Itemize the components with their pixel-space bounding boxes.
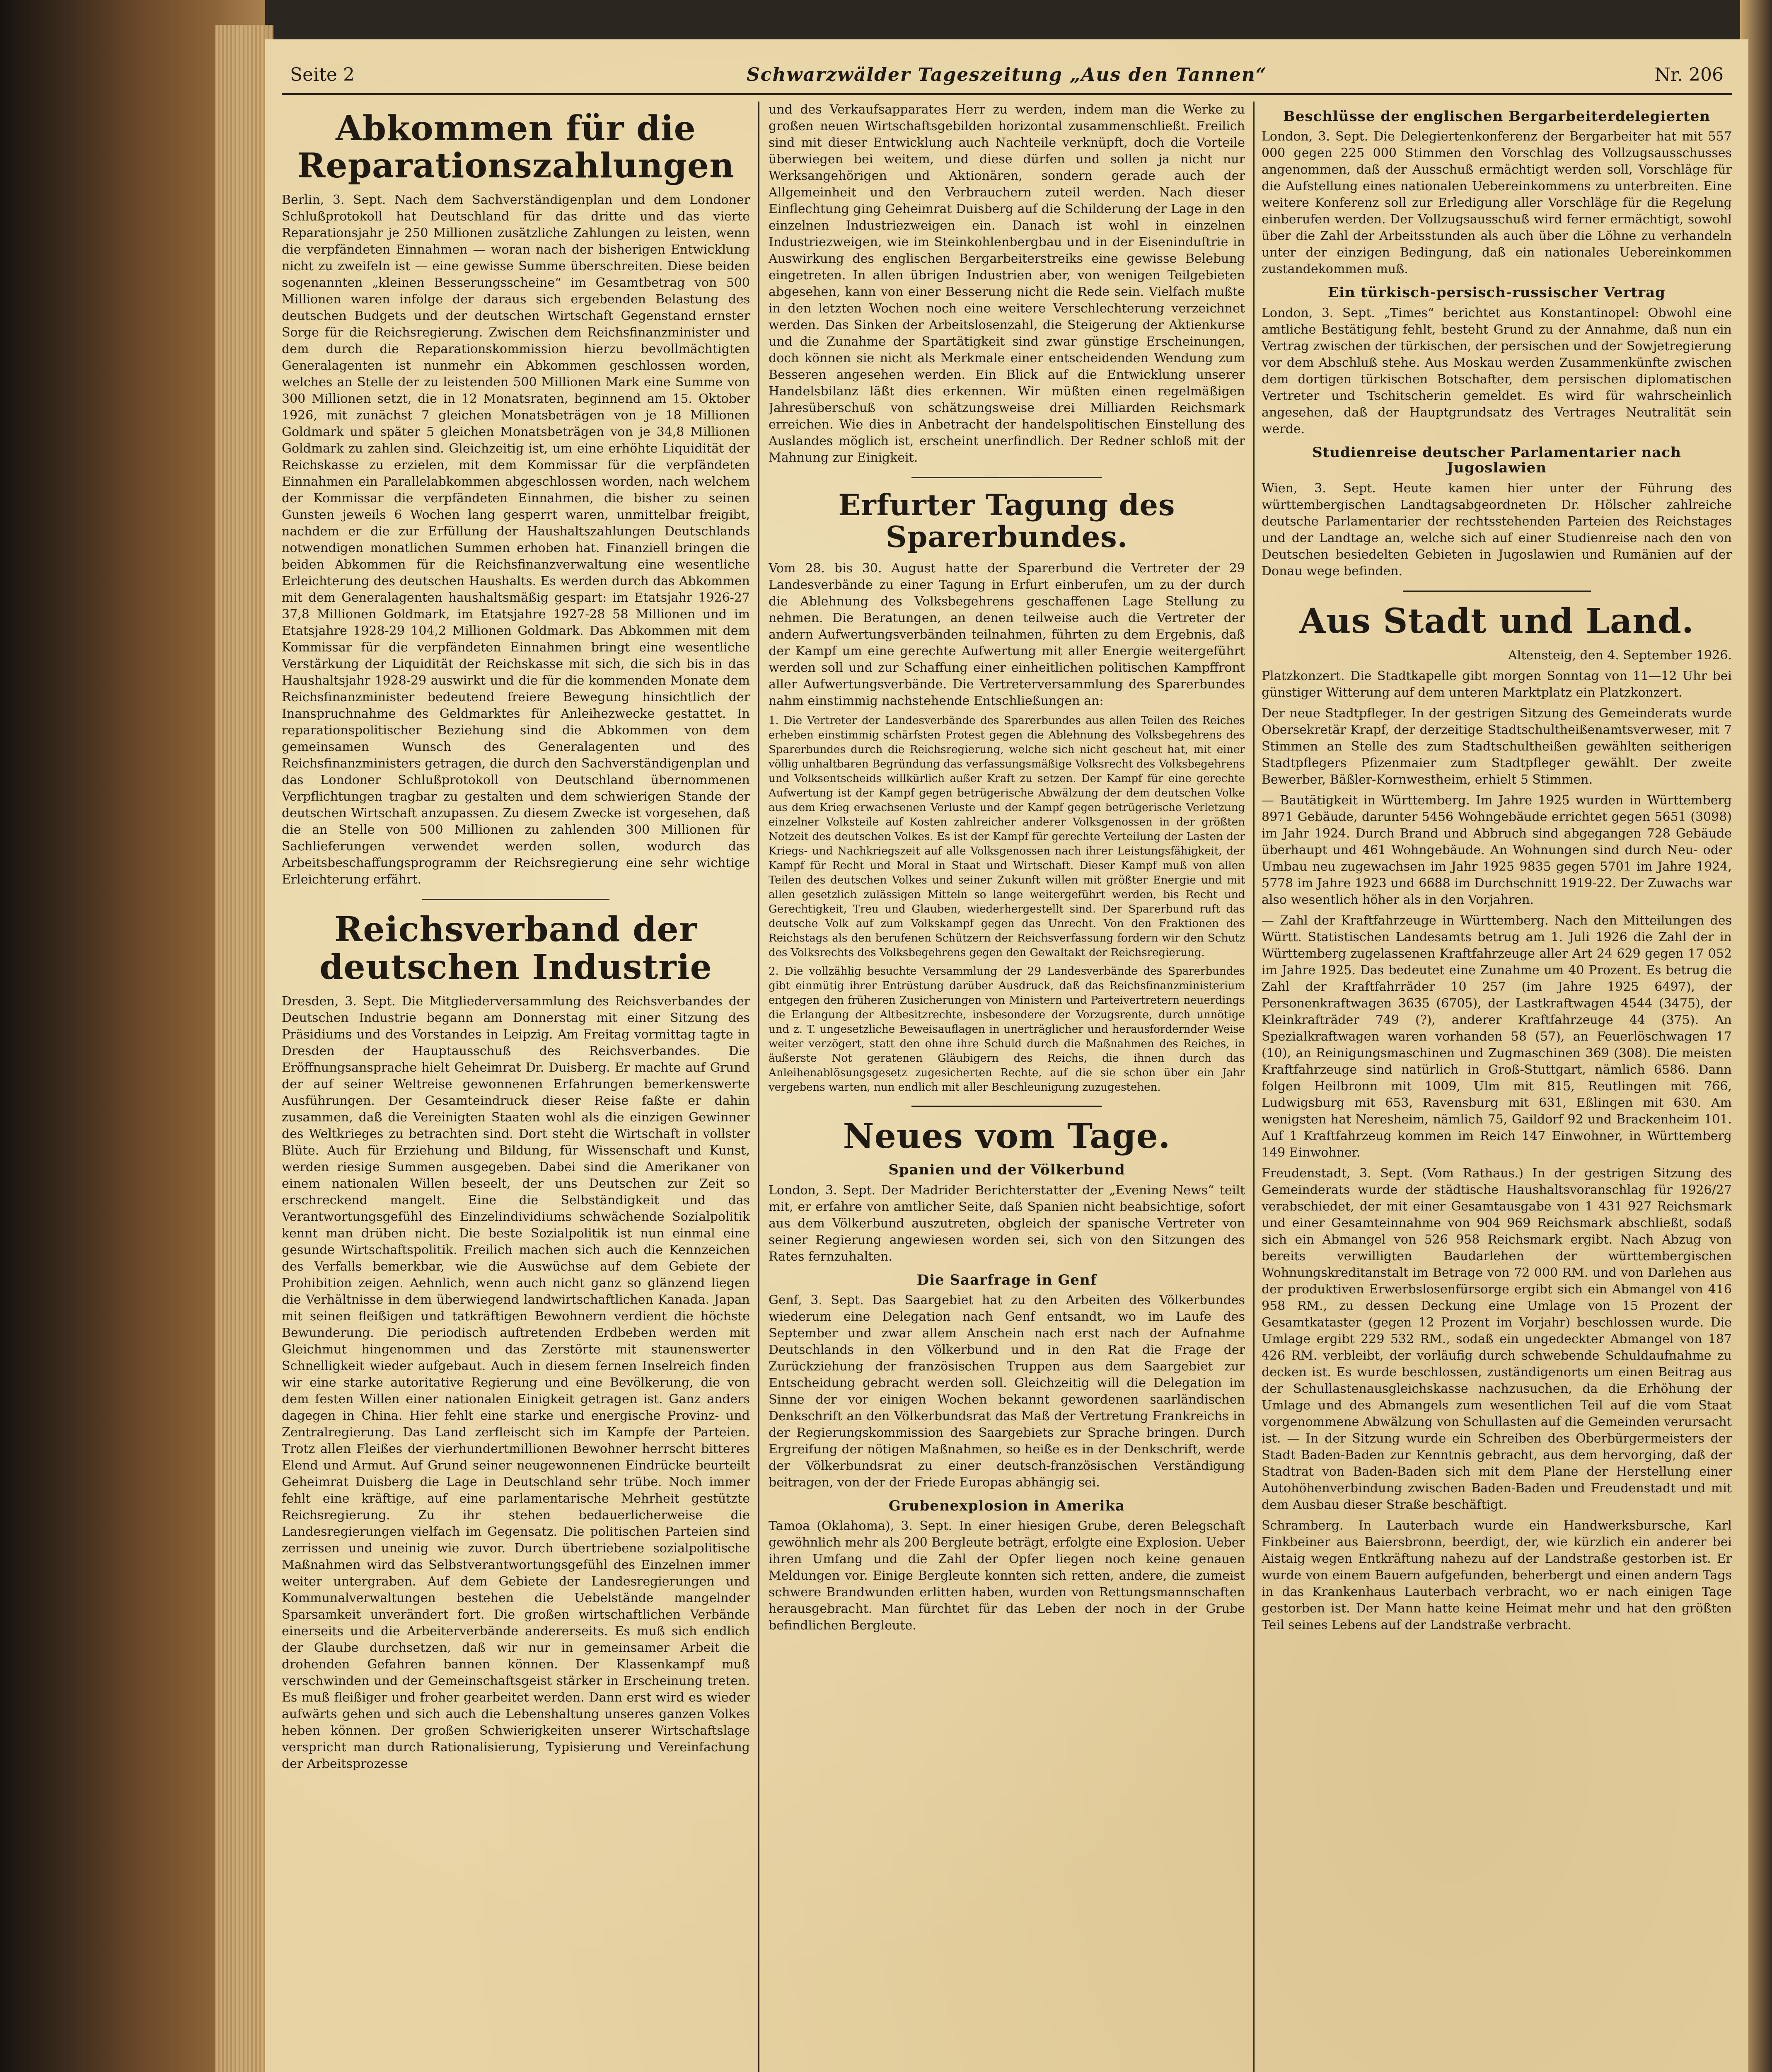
local-item: Schramberg. In Lauterbach wurde ein Handwerksbursche, Karl Finkbeiner aus Baiersbronn, beerdigt, der, wie kürzlich ein anderer bei Aistaig wegen Entkräftung nahezu auf der Landstraße gestorben ist. Er wurde von einem Bauern aufgefunden, beherbergt und einen andern Tags in das Krankenhaus Lauterbach verbracht, wo er nach einigen Tage gestorben ist. Der Mann hatte keine Heimat mehr und hat den größten Teil seines Lebens auf der Landstraße verbracht. (1262, 1518, 1732, 1632)
news-item: Genf, 3. Sept. Das Saargebiet hat zu den Arbeiten des Völkerbundes wiederum eine Delegation nach Genf entsandt, wo im Laufe des September und zwar allem Anschein nach erst nach der Aufnahme Deutschlands in den Völkerbund und in den Rat die Frage der Zurückziehung der französischen Truppen aus dem Saargebiet zur Entscheidung gebracht werden soll. Gleichzeitig will die Delegation im Sinne der vor einigen Wochen bekannt gewordenen saarländischen Denkschrift an den Völkerbundsrat das Maß der Vertretung Frankreichs in der Regierungskommission des Saargebiets zur Sprache bringen. Durch Ergreifung der nötigen Maßnahmen, so heiße es in der Denkschrift, werde der Völkerbundsrat zu einer deutsch-französischen Verständigung beitragen, von der der Friede Europas abhängig sei. (769, 1293, 1245, 1490)
article-divider (911, 477, 1102, 478)
local-item: — Bautätigkeit in Württemberg. Im Jahre 1925 wurden in Württemberg 8971 Gebäude, darunter 5456 Wohngebäude errichtet gegen 5651 (3098) im Jahr 1924. Durch Brand und Abbruch sind abgegangen 728 Gebäude überhaupt und 461 Wohngebäude. An Wohnungen sind durch Neu- oder Umbau neu zugewachsen im Jahr 1925 9835 gegen 5701 im Jahre 1924, 5778 im Jahre 1923 und 6688 im Durchschnitt 1919-22. Der Zuwachs war also wesentlich höher als in den Vorjahren. (1262, 793, 1732, 907)
article-divider (422, 899, 609, 900)
article-body: Berlin, 3. Sept. Nach dem Sachverständigenplan und dem Londoner Schlußprotokoll hat Deutschland für das dritte und das vierte Reparationsjahr je 250 Millionen zusätzliche Zahlungen zu leisten, wenn die verpfändeten Einnahmen — woran nach der bisherigen Entwicklung nicht zu zweifeln ist — eine gewisse Summe überschreiten. Diese beiden sogenannten „kleinen Besserungsscheine“ im Gesamtbetrag von 500 Millionen waren infolge der daraus sich ergebenden Belastung des deutschen Budgets und der deutschen Wirtschaft Gegenstand ernster Sorge für die Reichsregierung. Zwischen dem Reichsfinanzminister und dem durch die Reparationskommission hierzu bevollmächtigten Generalagenten ist nunmehr ein Abkommen geschlossen worden, welches an Stelle der zu leistenden 500 Millionen Mark eine Summe von 300 Millionen setzt, die in 12 Monatsraten, beginnend am 15. Oktober 1926, mit zunächst 7 gleichen Monatsbeträgen von je 18 Millionen Goldmark und später 5 gleichen Monatsbeträgen von je 34,8 Millionen Goldmark zu zahlen sind. Gleichzeitig ist, um eine erhöhte Liquidität der Reichskasse zu erzielen, mit dem Kommissar für die verpfändeten Einnahmen ein Parallelabkommen abgeschlossen worden, nach welchem der Kommissar die verpfändeten Einnahmen, die bisher zu seinen Gunsten jeweils 6 Wochen lang gesperrt waren, unmittelbar freigibt, nachdem er die zur Erfüllung der Haushaltszahlungen Deutschlands notwendigen monatlichen Summen erhoben hat. Finanziell bringen die beiden Abkommen für die Reichsfinanzverwaltung eine wesentliche Erleichterung des deutschen Haushalts. Es werden durch das Abkommen mit dem Generalagenten haushaltsmäßig gespart: im Etatsjahr 1926-27 37,8 Millionen Goldmark, im Etatsjahre 1927-28 58 Millionen und im Etatsjahre 1928-29 104,2 Millionen Goldmark. Das Abkommen mit dem Kommissar für die verpfändeten Einnahmen bringt eine wesentliche Verstärkung der Liquidität der Reichskasse mit sich, die sich bis in das Haushaltsjahr 1928-29 auswirkt und die für die kommenden Monate dem Reichsfinanzminister bedeutend freiere Bewegung hinsichtlich der Inanspruchnahme des Geldmarktes für Anleihezwecke gestattet. In reparationspolitischer Beziehung sind die Abkommen von dem gemeinsamen Wunsch des Generalagenten und des Reichsfinanzministers getragen, die durch den Sachverständigenplan und das Londoner Schlußprotokoll von Deutschland übernommenen Verpflichtungen tragbar zu gestalten und dem schwierigen Stande der deutschen Wirtschaft anzupassen. Zu diesem Zwecke ist vorgesehen, daß die an Stelle von 500 Millionen zu zahlenden 300 Millionen für Sachlieferungen verwendet werden sollen, wodurch das Arbeitsbeschaffungsprogramm der Reichsregierung eine sehr wichtige Erleichterung erfährt. (282, 193, 750, 887)
news-subheading: Grubenexplosion in Amerika (888, 1497, 1125, 1514)
article-continuation: und des Verkaufsapparates Herr zu werden, indem man die Werke zu großen neuen Wirtschaftsgebilden horizontal zusammenschließt. Freilich sind mit dieser Entwicklung auch Nachteile verknüpft, doch die Vorteile überwiegen bei weitem, und diese dürfen und sollen ja nicht nur Werksangehörigen und Aktionären, sondern gerade auch der Allgemeinheit und den Verbrauchern zuteil werden. Nach dieser Einflechtung ging Geheimrat Duisberg auf die Schilderung der Lage in den einzelnen Industriezweigen ein. Danach ist wohl in einzelnen Industriezweigen, wie im Steinkohlenbergbau und in der Eiseninduſtrie in Auswirkung des englischen Bergarbeiterstreiks eine gewisse Belebung eingetreten. In allen übrigen Industrien aber, von wenigen Teilgebieten abgesehen, kann von einer Besserung nicht die Rede sein. Vielfach mußte in den letzten Wochen noch eine weitere Verschlechterung verzeichnet werden. Das Sinken der Arbeitslosenzahl, die Steigerung der Aktienkurse und die Zunahme der Spartätigkeit sind zwar günstige Erscheinungen, doch können sie nicht als Merkmale einer entscheidenden Wendung zum Besseren angesehen werden. Ein Blick auf die Entwicklung unserer Handelsbilanz läßt dies erkennen. Wir müßten einen regelmäßigen Jahresüberschuß von schätzungsweise drei Milliarden Reichsmark erreichen. Wie dies in Anbetracht der handelspolitischen Einstellung des Auslandes möglich ist, erscheint unerfindlich. Der Redner schloß mit der Mahnung zur Einigkeit. (769, 102, 1245, 465)
column-rule (1253, 102, 1255, 2072)
article-divider (1403, 591, 1591, 592)
news-item: London, 3. Sept. Die Delegiertenkonferenz der Bergarbeiter hat mit 557 000 gegen 225 000 Stimmen den Vorschlag des Vollzugsausschusses angenommen, daß der Ausschuß ermächtigt werden soll, Vorschläge für die Aufstellung eines nationalen Uebereinkommens zu unterbreiten. Eine weitere Konferenz soll zur Erledigung aller Vorschläge für die Regelung einberufen werden. Der Vollzugsausschuß wird ferner ermächtigt, sowohl über die Zahl der Arbeitsstunden als auch über die Löhne zu verhandeln unter der einzigen Bedingung, daß ein nationales Uebereinkommen zustandekommen muß. (1262, 129, 1732, 277)
page-header (282, 56, 1732, 95)
resolution-text: 2. Die vollzählig besuchte Versammlung der 29 Landesverbände des Sparerbundes gibt einmütig ihrer Entrüstung darüber Ausdruck, daß das Reichsfinanzministerium entgegen den früheren Zusicherungen von Ministern und Parteivertretern neuerdings die Erlangung der Altbesitzrechte, insbesondere der Vorzugsrente, durch unnötige und z. T. ungesetzliche Beweisauflagen in unerträglicher und herausfordernder Weise weiter verzögert, statt den ohne ihre Schuld durch die Maßnahmen des Reiches, in äußerste Not geratenen Gläubigern des Reichs, die ihnen durch das Anleihenablösungsgesetz zugesicherten Rechte, auf die sie schon über ein Jahr vergebens warten, nun endlich mit aller Beschleunigung zuzugestehen. (769, 965, 1245, 1094)
news-subheading: Beschlüsse der englischen Bergarbeiterdelegierten (1283, 108, 1710, 125)
news-subheading: Die Saarfrage in Genf (916, 1271, 1097, 1288)
article-headline: Reichsverband der deutschen Industrie (319, 910, 712, 987)
page-edges (215, 25, 273, 2072)
local-item: Platzkonzert. Die Stadtkapelle gibt morgen Sonntag von 11—12 Uhr bei günstiger Witterung auf dem unteren Marktplatz ein Platzkonzert. (1262, 668, 1732, 700)
news-subheading: Studienreise deutscher Parlamentarier nach Jugoslawien (1312, 444, 1681, 477)
news-item: Tamoa (Oklahoma), 3. Sept. In einer hiesigen Grube, deren Belegschaft gewöhnlich mehr als 200 Bergleute beträgt, erfolgte eine Explosion. Ueber ihren Umfang und die Zahl der Opfer liegen noch keine genauen Meldungen vor. Einige Bergleute konnten sich retten, andere, die zumeist schwere Brandwunden erlitten haben, wurden von Rettungsmannschaften herausgebracht. Man fürchtet für das Leben der noch in der Grube befindlichen Bergleute. (769, 1519, 1245, 1633)
local-item: — Zahl der Kraftfahrzeuge in Württemberg. Nach den Mitteilungen des Württ. Statistischen Landesamts betrug am 1. Juli 1926 die Zahl der in Württemberg zugelassenen Kraftfahrzeuge aller Art 24 629 gegen 17 052 im Jahre 1925. Das bedeutet eine Zunahme um 40 Prozent. Es betrug die Zahl der Kraftfahrräder 10 257 (im Jahre 1925 6497), der Personenkraftwagen 3635 (6705), der Lastkraftwagen 4544 (3475), der Kleinkrafträder 749 (?), anderer Kraftfahrzeuge 44 (375). An Spezialkraftwagen waren vorhanden 58 (57), an Feuerlöschwagen 17 (10), an Reinigungsmaschinen und Zugmaschinen 369 (308). Die meisten Kraftfahrzeuge sind natürlich in Groß-Stuttgart, nämlich 6586. Dann folgen Heilbronn mit 1009, Ulm mit 815, Reutlingen mit 766, Ludwigsburg mit 653, Ravensburg mit 631, Eßlingen mit 630. Am wenigsten hat Neresheim, nämlich 75, Gaildorf 92 und Brackenheim 101. Auf 1 Kraftfahrzeug kommen im Reich 147 Einwohner, in Württemberg 149 Einwohner. (1262, 913, 1732, 1160)
article-body: Dresden, 3. Sept. Die Mitgliederversammlung des Reichsverbandes der Deutschen Industrie begann am Donnerstag mit einer Sitzung des Präsidiums und des Vorstandes in Leipzig. Am Freitag vormittag tagte in Dresden der Hauptausschuß des Reichsverbandes. Die Eröffnungsansprache hielt Geheimrat Dr. Duisberg. Er machte auf Grund der auf seiner Weltreise gewonnenen Erfahrungen bemerkenswerte Ausführungen. Der Gesamteindruck dieser Reise faßte er dahin zusammen, daß die Vereinigten Staaten wohl als die einzigen Gewinner des Weltkrieges zu betrachten sind. Dort steht die Wirtschaft in vollster Blüte. Auch für Erziehung und Bildung, für Wissenschaft und Kunst, werden riesige Summen ausgegeben. Dabei sind die Amerikaner von einem nationalen Willen beseelt, der uns Deutschen zur Zeit so erschreckend mangelt. Eine die Selbständigkeit und das Verantwortungsgefühl des Einzelindividiums schwächende Sozialpolitik kennt man drüben nicht. Die beste Sozialpolitik ist nun einmal eine gesunde Wirtschaftspolitik. Freilich machen sich auch die Kennzeichen des Verfalls bemerkbar, wie die Auswüchse auf dem Gebiete der Prohibition zeigen. Aehnlich, wenn auch nicht ganz so glänzend liegen die Verhältnisse in dem überwiegend landwirtschaftlichen Kanada. Japan mit seinen fleißigen und tatkräftigen Bewohnern verdient die höchste Bewunderung. Die periodisch auftretenden Erdbeben werden mit Gleichmut hingenommen und das Zerstörte mit staunenswerter Schnelligkeit wieder aufgebaut. Auch in diesem fernen Inselreich finden wir eine starke autoritative Regierung und eine Bevölkerung, die von dem festen Willen einer nationalen Einigkeit getragen ist. Ganz anders dagegen in China. Hier fehlt eine starke und energische Provinz- und Zentralregierung. Das Land zerfleischt sich im Kampfe der Parteien. Trotz allen Fleißes der vierhundertmillionen Bewohner herrscht bitteres Elend und Armut. Auf Grund seiner neugewonnenen Eindrücke beurteilt Geheimrat Duisberg die Lage in Deutschland sehr trübe. Noch immer fehlt eine kräftige, auf eine parlamentarische Mehrheit gestützte Reichsregierung. Zu ihr stehen bedauerlicherweise die Landesregierungen vielfach im Gegensatz. Die politischen Parteien sind zerrissen und uneinig wie zuvor. Durch übertriebene sozialpolitische Maßnahmen wird das Selbstverantwortungsgefühl des Einzelnen immer weiter untergraben. Auf dem Gebiete der Landesregierungen und Kommunalverwaltungen bestehen die Uebelstände mangelnder Sparsamkeit unverändert fort. Die großen wirtschaftlichen Verbände einerseits und die Arbeiterverbände andererseits. Es muß sich endlich der Glaube durchsetzen, daß wir nur in gemeinsamer Arbeit die drohenden Gefahren bannen können. Der Klassenkampf muß verschwinden und der Gemeinschaftsgeist stärker in Erscheinung treten. Es muß fleißiger und froher gearbeitet werden. Dann erst wird es wieder aufwärts gehen und sich auch die Lebenshaltung unseres ganzen Volkes heben können. Der großen Schwierigkeiten unserer Wirtschaftslage verspricht man durch Rationalisierung, Typisierung und Vereinfachung der Arbeitsprozesse (282, 994, 750, 1771)
local-dateline: Altensteig, den 4. September 1926. (1508, 648, 1732, 663)
news-item: Wien, 3. Sept. Heute kamen hier unter der Führung des württembergischen Landtagsabgeordneten Dr. Hölscher zahlreiche deutsche Parlamentarier der rechtsstehenden Parteien des Reichstages und der Landtage an, welche sich auf einer Studienreise nach den von Deutschen besiedelten Gebieten in Jugoslawien und Rumänien auf der Donau wege befinden. (1262, 481, 1732, 579)
column-2 (769, 102, 1245, 2072)
news-item: London, 3. Sept. „Times“ berichtet aus Konstantinopel: Obwohl eine amtliche Bestätigung fehlt, besteht Grund zu der Annahme, daß nun ein Vertrag zwischen der türkischen, der persischen und der Sowjetregierung vor dem Abschluß stehe. Aus Moskau werden Zusammenkünfte zwischen dem dortigen türkischen Botschafter, dem persischen diplomatischen Vertreter und Tschitscherin gemeldet. Es wird für wahrscheinlich angesehen, daß der Hauptgrundsatz des Vertrages Neutralität sein werde. (1262, 305, 1732, 436)
column-1 (282, 102, 750, 2072)
news-subheading: Ein türkisch-persisch-russischer Vertrag (1328, 284, 1666, 301)
page-number-left: Seite 2 (290, 64, 355, 85)
section-headline: Neues vom Tage. (843, 1116, 1171, 1156)
article-divider (911, 1106, 1102, 1107)
section-headline: Aus Stadt und Land. (1299, 601, 1694, 641)
article-headline: Abkommen für die Reparationszahlungen (297, 109, 735, 186)
local-item: Freudenstadt, 3. Sept. (Vom Rathaus.) In der gestrigen Sitzung des Gemeinderats wurde der städtische Haushaltsvoranschlag für 1926/27 verabschiedet, der mit einer Gesamtausgabe von 1 431 927 Reichsmark und einer Gesamteinnahme von 904 969 Reichsmark abschließt, sodaß sich ein Abmangel von 526 958 Reichsmark ergibt. Nach Abzug von bereits verwilligten Baudarlehen der württembergischen Wohnungskreditanstalt im Betrage von 72 000 RM. und von Darlehen aus der produktiven Erwerbslosenfürsorge ergibt sich ein Abmangel von 416 958 RM., zu dessen Deckung eine Umlage von 15 Prozent der Gesamtkataster (gegen 12 Prozent im Vorjahr) beschlossen wurde. Die Umlage ergibt 229 532 RM., sodaß ein ungedeckter Abmangel von 187 426 RM. verbleibt, der vorläufig durch schwebende Schuldaufnahme zu decken ist. Es wurde beschlossen, zuständigenorts um einen Beitrag aus der Schullastenausgleichskasse nachzusuchen, da die Erhöhung der Umlage und des Abmangels zum wesentlichen Teil auf die vom Staat vorgenommene Abwälzung von Schullasten auf die Gemeinden verursacht ist. — In der Sitzung wurde ein Schreiben des Oberbürgermeisters der Stadt Baden-Baden zur Kenntnis gebracht, aus dem hervorging, daß der Stadtrat von Baden-Baden sich mit dem Plane der Herstellung einer Autohöhenverbindung zwischen Baden-Baden und Freudenstadt und mit dem Ausbau dieser Straße beschäftigt. (1262, 1166, 1732, 1512)
issue-number: Nr. 206 (1654, 64, 1724, 85)
newspaper-name: Schwarzwälder Tageszeitung „Aus den Tannen“ (746, 64, 1267, 85)
article-headline: Erfurter Tagung des Sparerbundes. (838, 488, 1175, 554)
column-rule (758, 102, 759, 2072)
news-item: London, 3. Sept. Der Madrider Berichterstatter der „Evening News“ teilt mit, er erfahre von amtlicher Seite, daß Spanien nicht beabsichtige, sofort aus dem Völkerbund auszutreten, obgleich der spanische Vertreter von seiner Regierung angewiesen worden sei, sich von den Sitzungen des Rates fernzuhalten. (769, 1183, 1245, 1264)
resolution-text: 1. Die Vertreter der Landesverbände des Sparerbundes aus allen Teilen des Reiches erheben einstimmig schärfsten Protest gegen die Ablehnung des Volksbegehrens des Sparerbundes durch die Reichsregierung, welche sich nicht gescheut hat, mit einer völlig unhaltbaren Begründung das verfassungsmäßige Volksrecht des Volksbegehrens und Volksentscheids willkürlich außer Kraft zu setzen. Der Kampf für eine gerechte Aufwertung ist der Kampf gegen betrügerische Abwälzung der dem deutschen Volke aus dem Krieg erwachsenen Verluste und der Kampf gegen betrügerische Verletzung einzelner Volksteile auf Kosten zahlreicher anderer Volksgenossen in der größten Notzeit des deutschen Volkes. Es ist der Kampf für gerechte Verteilung der Lasten der Kriegs- und Nachkriegszeit auf alle Volksgenossen nach ihrer Leistungsfähigkeit, der Kampf für Recht und Moral in Staat und Wirtschaft. Dieser Kampf muß von allen Teilen des deutschen Volkes und seiner Zukunft willen mit größter Energie und mit allen gesetzlich zulässigen Mitteln so lange weitergeführt werden, bis Recht und Gerechtigkeit, Treu und Glauben, wiederhergestellt sind. Der Sparerbund ruft das deutsche Volk auf zum Volkskampf gegen das Unrecht. Von den Fraktionen des Reichstags als den berufenen Schützern der Reichsverfassung fordern wir den Schutz des Volksrechts des Volksbegehrens gegen den Gewaltakt der Reichsregierung. (769, 714, 1245, 959)
news-subheading: Spanien und der Völkerbund (888, 1162, 1125, 1179)
article-body: Vom 28. bis 30. August hatte der Sparerbund die Vertreter der 29 Landesverbände zu einer Tagung in Erfurt einberufen, um zu der durch die Ablehnung des Volksbegehrens geschaffenen Lage Stellung zu nehmen. Die Beratungen, an denen teilweise auch die Vertreter der andern Aufwertungsverbänden teilnahmen, führten zu dem Ergebnis, daß der Kampf um eine gerechte Aufwertung mit aller Energie weitergeführt werden soll und zur Schaffung einer einheitlichen politischen Kampffront aller Aufwertungsverbände. Die Vertreterversammlung des Sparerbundes nahm einstimmig nachstehende Entschließungen an: (769, 561, 1245, 708)
local-item: Der neue Stadtpfleger. In der gestrigen Sitzung des Gemeinderats wurde Obersekretär Krapf, der derzeitige Stadtschultheißenamtsverweser, mit 7 Stimmen an Stelle des zum Stadtschultheißen gewählten seitherigen Stadtpflegers Pfizenmaier zum Stadtpfleger gewählt. Der zweite Bewerber, Bäßler-Kornwestheim, erhielt 5 Stimmen. (1262, 706, 1732, 787)
newspaper-page (265, 39, 1748, 2072)
column-3 (1262, 102, 1732, 2072)
